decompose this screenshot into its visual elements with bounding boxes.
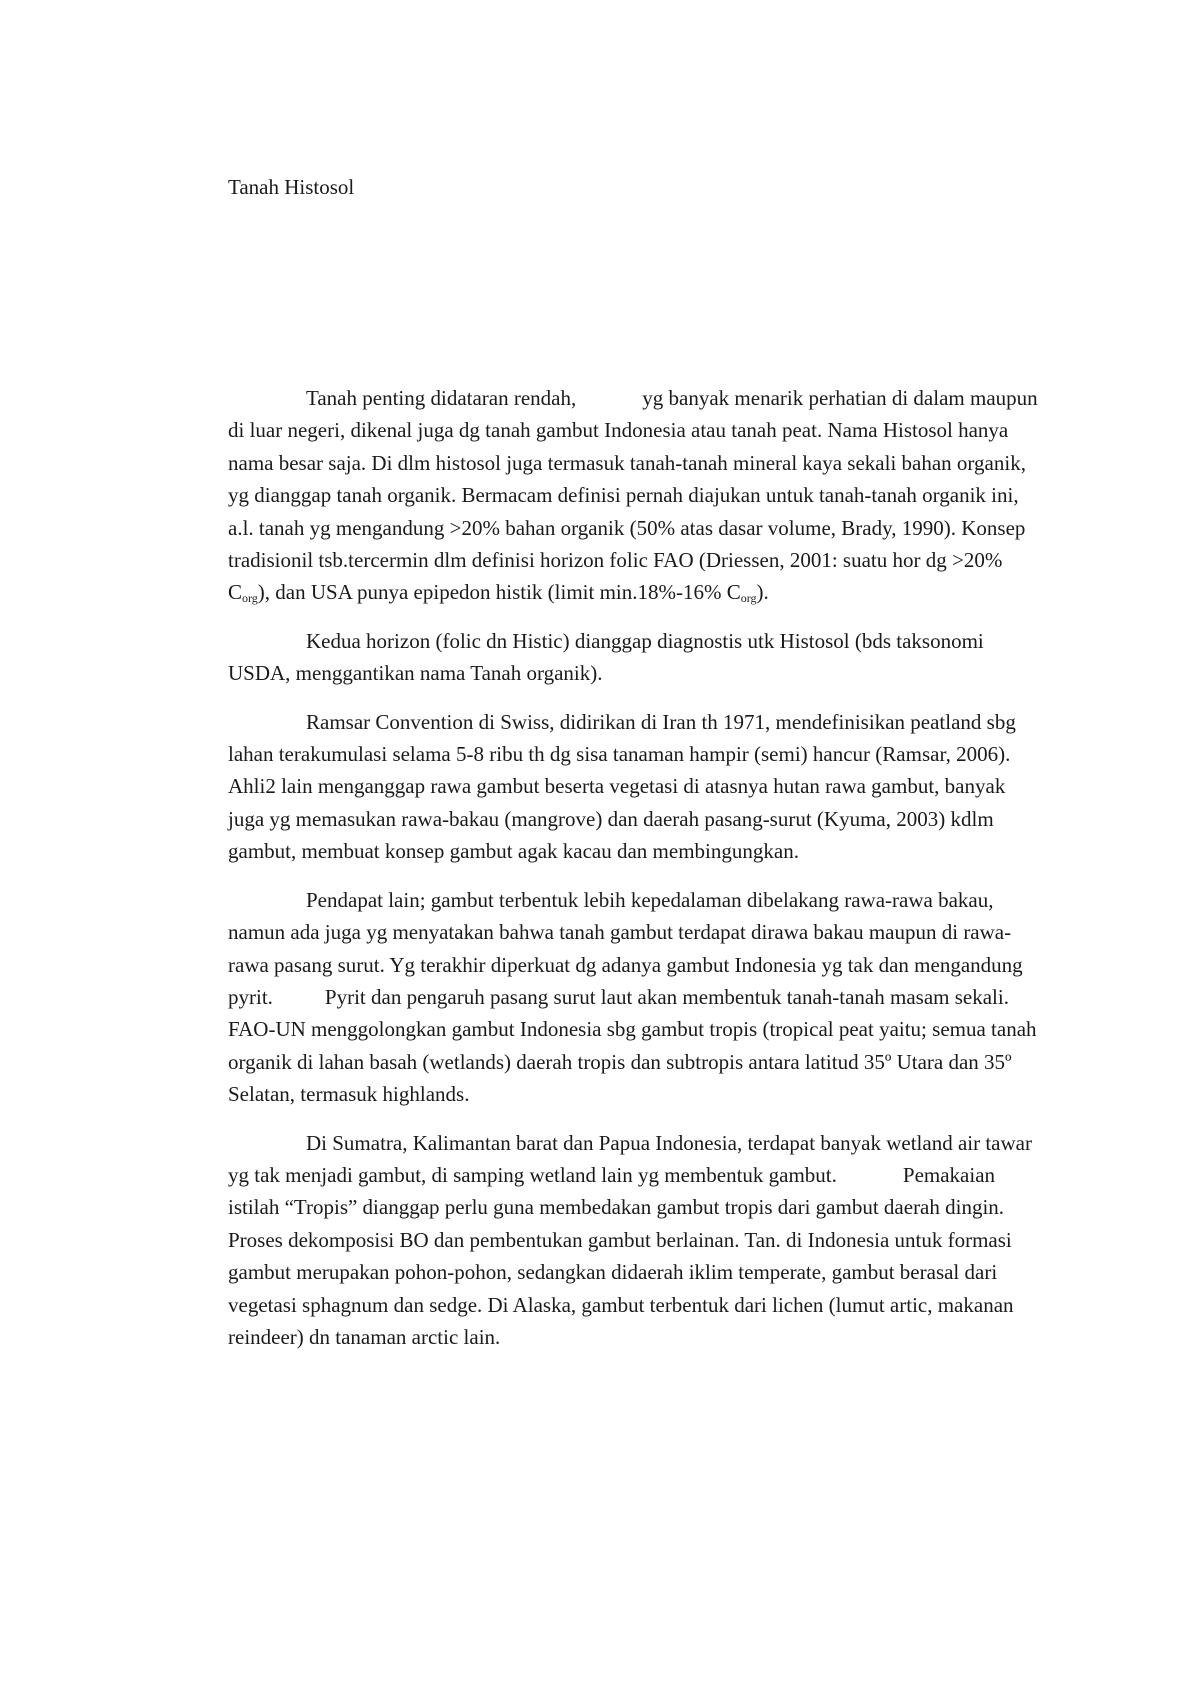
paragraph-ramsar-convention: Ramsar Convention di Swiss, didirikan di Iran th 1971, mendefinisikan peatland sbg lahan terakumulasi selama 5-8 ribu th dg sisa tanaman hampir (semi) hancur (Ramsar, 2006). Ahli2 lain menganggap rawa gambut beserta vegetasi di atasnya hutan rawa gambut, banyak juga yg memasukan rawa-bakau (mangrove) dan daerah pasang-surut (Kyuma, 2003) kdlm gambut, membuat konsep gambut agak kacau dan membingungkan. xyxy=(228,709,1016,864)
c-org-subscript-2: org xyxy=(740,591,757,606)
document-body xyxy=(228,382,1038,1369)
document-title: Tanah Histosol xyxy=(228,175,355,199)
paragraph-4-part-b: Pyrit dan pengaruh pasang surut laut akan membentuk tanah-tanah masam sekali. FAO-UN menggolongkan gambut Indonesia sbg gambut tropis (tropical peat yaitu; semua tanah organik di lahan basah (wetlands) daerah tropis dan subtropis antara latitud 35º Utara dan 35º Selatan, termasuk highlands. xyxy=(228,984,1037,1107)
paragraph-1-part-a: Tanah penting didataran rendah, xyxy=(306,386,577,410)
paragraph-other-opinions xyxy=(228,884,1038,1111)
c-org-symbol-2: C xyxy=(726,580,741,605)
paragraph-5-part-b: Pemakaian istilah “Tropis” dianggap perlu guna membedakan gambut tropis dari gambut daerah dingin. Proses dekomposisi BO dan pembentukan gambut berlainan. Tan. di Indonesia untuk formasi gambut merupakan pohon-pohon, sedangkan didaerah iklim temperate, gambut berasal dari vegetasi sphagnum dan sedge. Di Alaska, gambut terbentuk dari lichen (lumut artic, makanan reindeer) dn tanaman arctic lain. xyxy=(228,1162,1014,1349)
paragraph-5-part-a: Di Sumatra, Kalimantan barat dan Papua Indonesia, terdapat banyak wetland air tawar yg tak menjadi gambut, di samping wetland lain yg membentuk gambut. xyxy=(228,1130,1032,1187)
paragraph-tropical-peat xyxy=(228,1127,1038,1354)
paragraph-diagnostic-horizons: Kedua horizon (folic dn Histic) dianggap diagnostis utk Histosol (bds taksonomi USDA, menggantikan nama Tanah organik). xyxy=(228,628,984,686)
paragraph-4-part-a: Pendapat lain; gambut terbentuk lebih kepedalaman dibelakang rawa-rawa bakau, namun ada juga yg menyatakan bahwa tanah gambut terdapat dirawa bakau maupun di rawa- rawa pasang surut. Yg terakhir diperkuat dg adanya gambut Indonesia yg tak dan mengandung pyrit. xyxy=(228,887,1023,1009)
c-org-symbol: C xyxy=(228,580,243,605)
paragraph-1-part-b: yg banyak menarik perhatian di dalam maupun di luar negeri, dikenal juga dg tanah gambut Indonesia atau tanah peat. Nama Histosol hanya nama besar saja. Di dlm histosol juga termasuk tanah-tanah mineral kaya sekali bahan organik, yg dianggap tanah organik. Bermacam definisi pernah diajukan untuk tanah-tanah organik ini, a.l. tanah yg mengandung >20% bahan organik (50% atas dasar volume, Brady, 1990). Konsep tradisionil tsb.tercermin dlm definisi horizon folic FAO (Driessen, 2001: suatu hor dg >20% xyxy=(228,386,1038,573)
c-org-subscript: org xyxy=(242,591,258,606)
paragraph-histosol-definition xyxy=(228,382,1038,609)
paragraph-1-part-f: ). xyxy=(756,580,769,605)
paragraph-1-part-d: ), dan USA punya epipedon histik (limit min.18%-16% xyxy=(257,580,727,605)
